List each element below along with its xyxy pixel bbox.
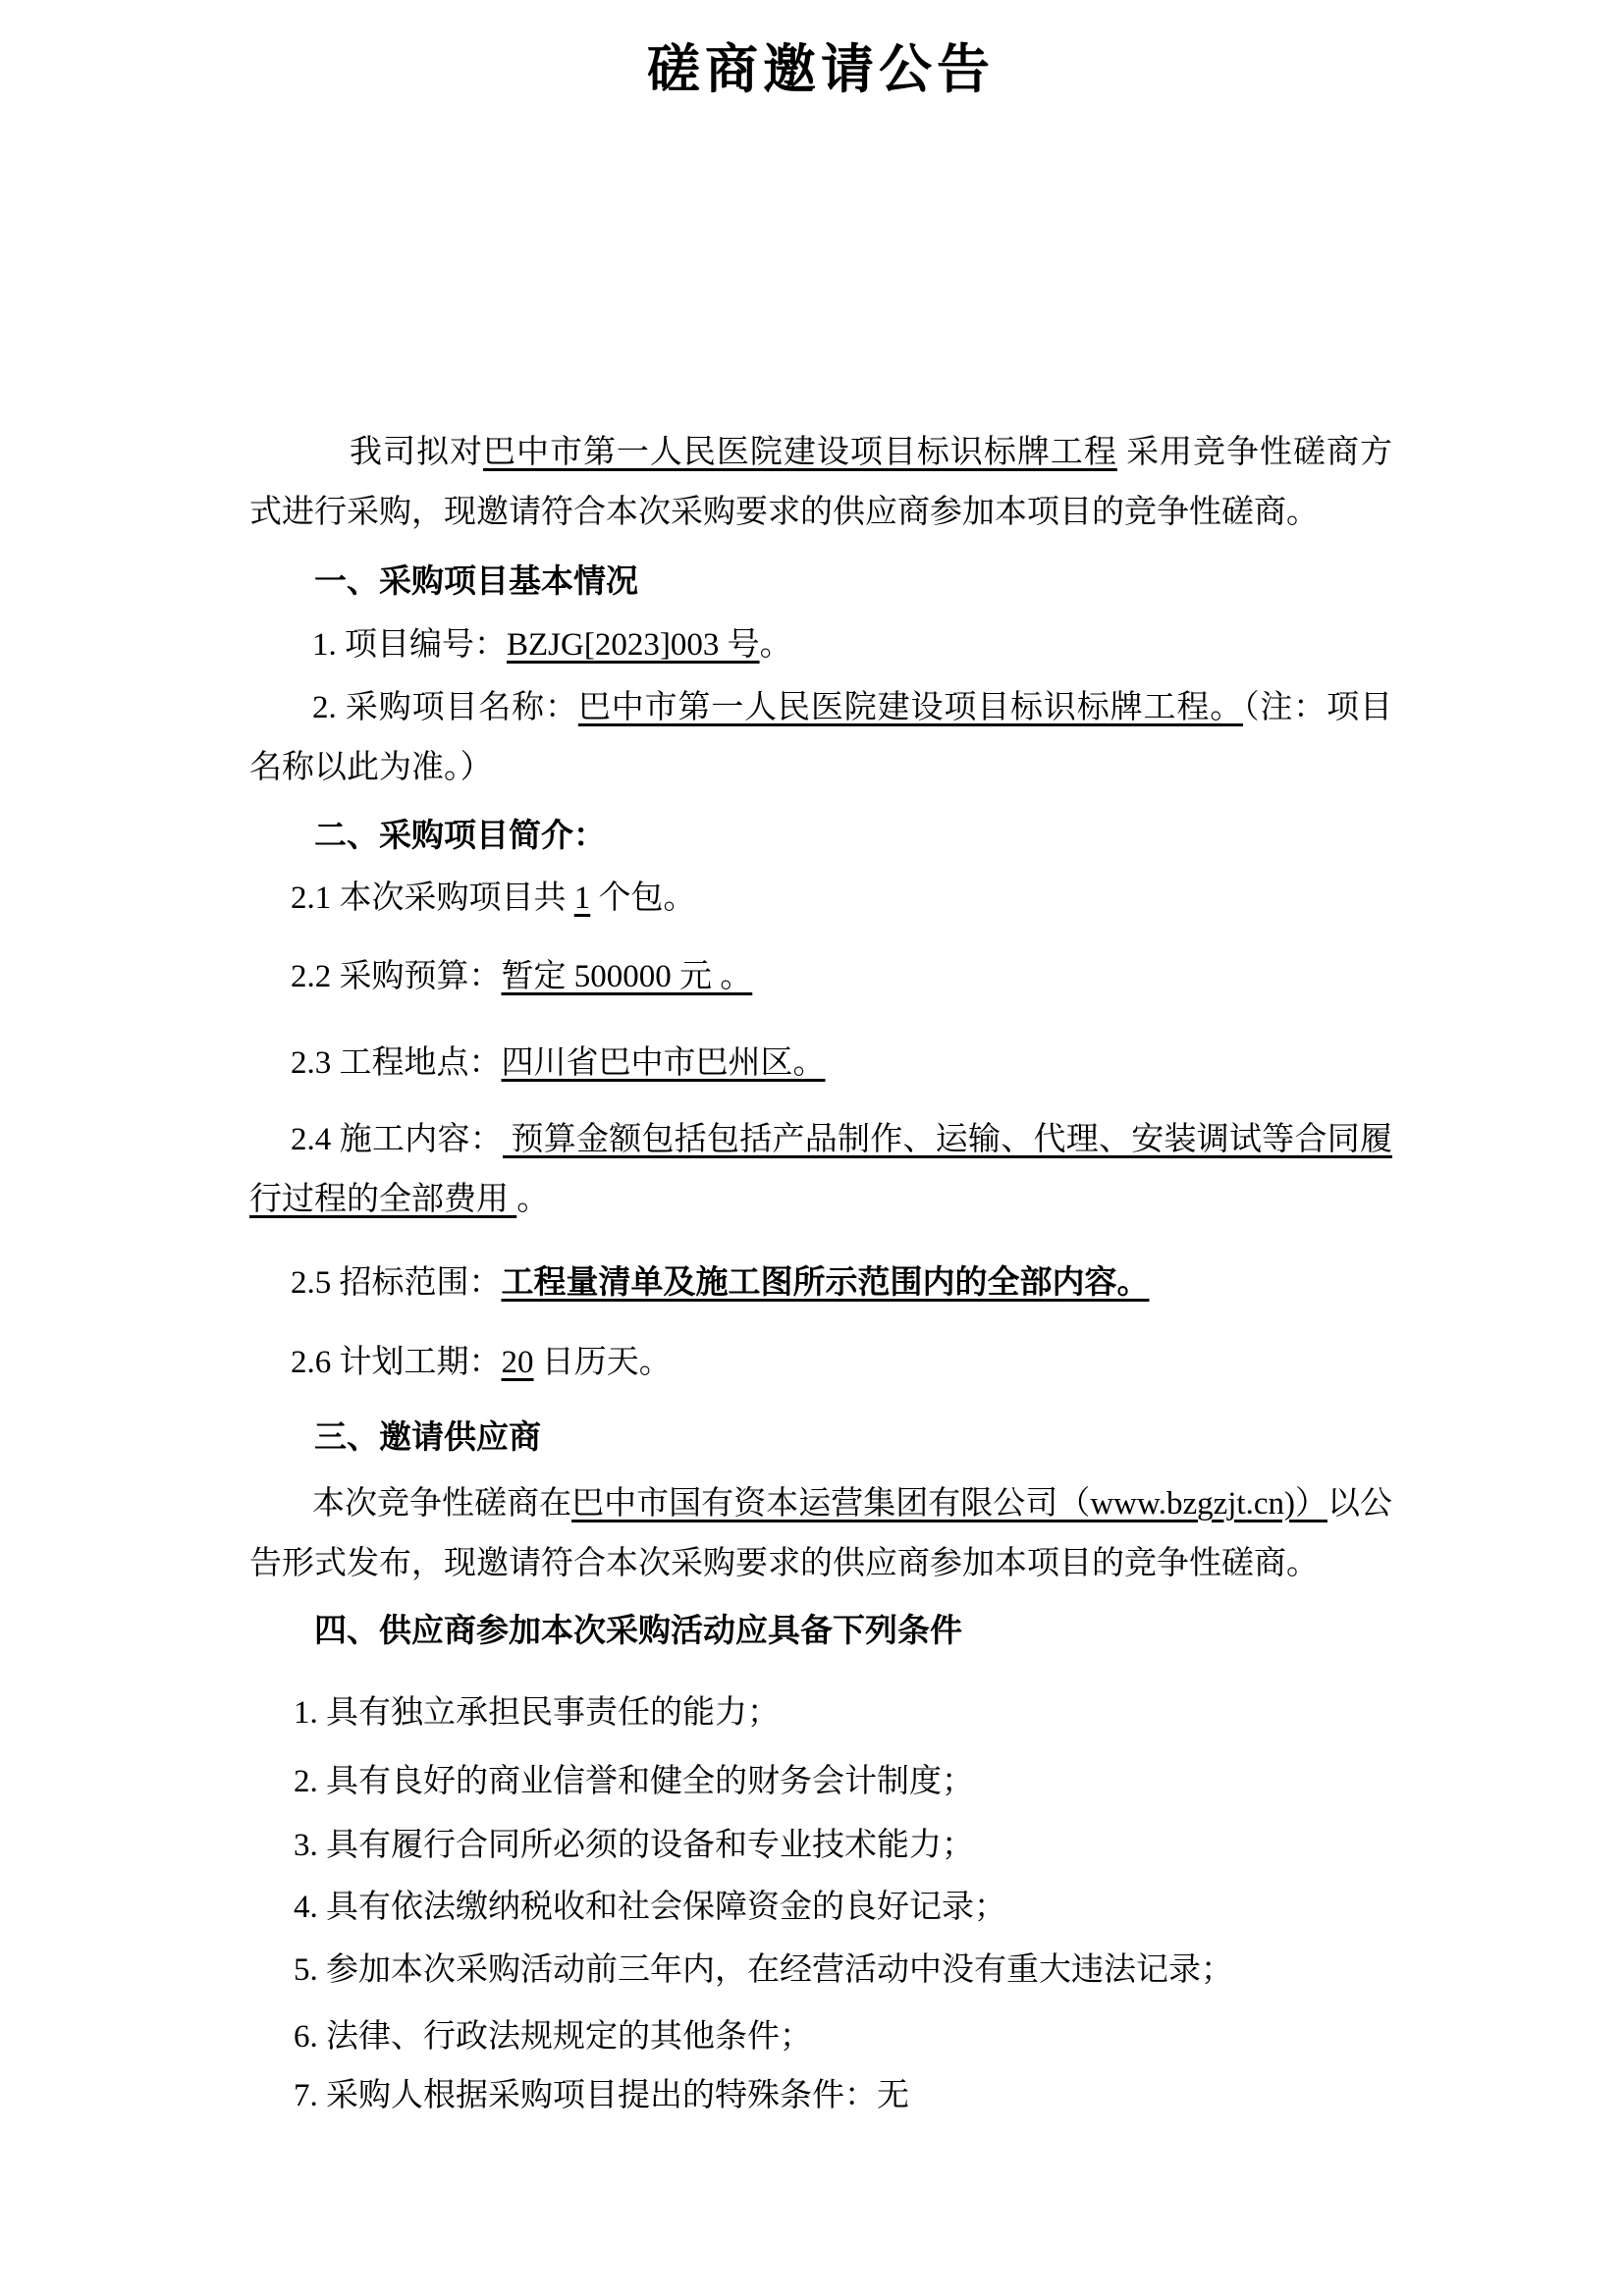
condition-item-2: 2. 具有良好的商业信誉和健全的财务会计制度； [294,1764,974,1799]
condition-item-3: 3. 具有履行合同所必须的设备和专业技术能力； [294,1828,974,1863]
section-3-pre: 本次竞争性磋商在 [312,1486,572,1522]
section-3-post: 以公告形式发布，现邀请符合本次采购要求的供应商参加本项目的竞争性磋商。 [249,1486,1393,1581]
intro-paragraph [249,423,1392,543]
item-bid-scope-label: 2.5 招标范围： [291,1265,502,1301]
section-2-heading: 二、采购项目简介： [314,819,606,854]
item-project-number-label: 1. 项目编号： [312,627,507,663]
item-planned-duration-tail: 日历天。 [533,1345,672,1380]
item-project-number-value: BZJG[2023]003 号 [507,627,760,663]
item-construction-content-label: 2.4 施工内容： [291,1122,503,1157]
condition-item-7: 7. 采购人根据采购项目提出的特殊条件：无 [294,2078,909,2113]
condition-item-4: 4. 具有依法缴纳税收和社会保障资金的良好记录； [294,1890,1006,1925]
item-construction-content-tail: 。 [516,1182,550,1217]
item-package-count-label: 2.1 本次采购项目共 [291,881,574,916]
item-planned-duration [249,1341,1392,1384]
item-construction-content [249,1110,1392,1230]
section-3-heading: 三、邀请供应商 [314,1420,541,1456]
condition-item-6: 6. 法律、行政法规规定的其他条件； [294,2019,812,2055]
item-project-name-value: 巴中市第一人民医院建设项目标识标牌工程。 [577,690,1244,725]
condition-item-1: 1. 具有独立承担民事责任的能力； [294,1695,780,1731]
condition-item-5: 5. 参加本次采购活动前三年内，在经营活动中没有重大违法记录； [294,1952,1233,1988]
item-project-number [249,623,1392,667]
intro-pre: 我司拟对 [350,435,483,470]
item-bid-scope-value: 工程量清单及施工图所示范围内的全部内容。 [501,1265,1150,1301]
item-budget-label: 2.2 采购预算： [291,959,502,994]
item-package-count-value: 1 [573,881,591,916]
item-project-number-tail: 。 [759,627,792,663]
intro-underlined-project: 巴中市第一人民医院建设项目标识标牌工程 [482,435,1117,470]
item-package-count [249,877,1392,920]
item-project-name [249,678,1392,798]
section-1-heading: 一、采购项目基本情况 [314,564,638,600]
item-bid-scope [249,1261,1392,1305]
item-planned-duration-value: 20 [501,1345,534,1380]
item-project-name-tail: （注：项目名称以此为准。） [249,690,1392,785]
section-3-underlined-publisher: 巴中市国有资本运营集团有限公司（www.bzgzjt.cn)） [571,1486,1327,1522]
item-budget [249,955,1392,998]
item-planned-duration-label: 2.6 计划工期： [291,1345,502,1380]
item-location [249,1041,1392,1085]
doc-title: 磋商邀请公告 [647,40,995,100]
section-4-heading: 四、供应商参加本次采购活动应具备下列条件 [314,1614,962,1649]
item-construction-content-value: 预算金额包括包括产品制作、运输、代理、安装调试等合同履行过程的全部费用 [249,1122,1392,1217]
section-3-paragraph [249,1474,1392,1594]
intro-post: 采用竞争性磋商方式进行采购，现邀请符合本次采购要求的供应商参加本项目的竞争性磋商。 [249,435,1393,530]
item-budget-value: 暂定 500000 元 。 [501,959,753,994]
item-package-count-tail: 个包。 [590,881,696,916]
item-location-label: 2.3 工程地点： [291,1045,502,1081]
item-location-value: 四川省巴中市巴州区。 [501,1045,826,1081]
item-project-name-label: 2. 采购项目名称： [312,690,578,725]
